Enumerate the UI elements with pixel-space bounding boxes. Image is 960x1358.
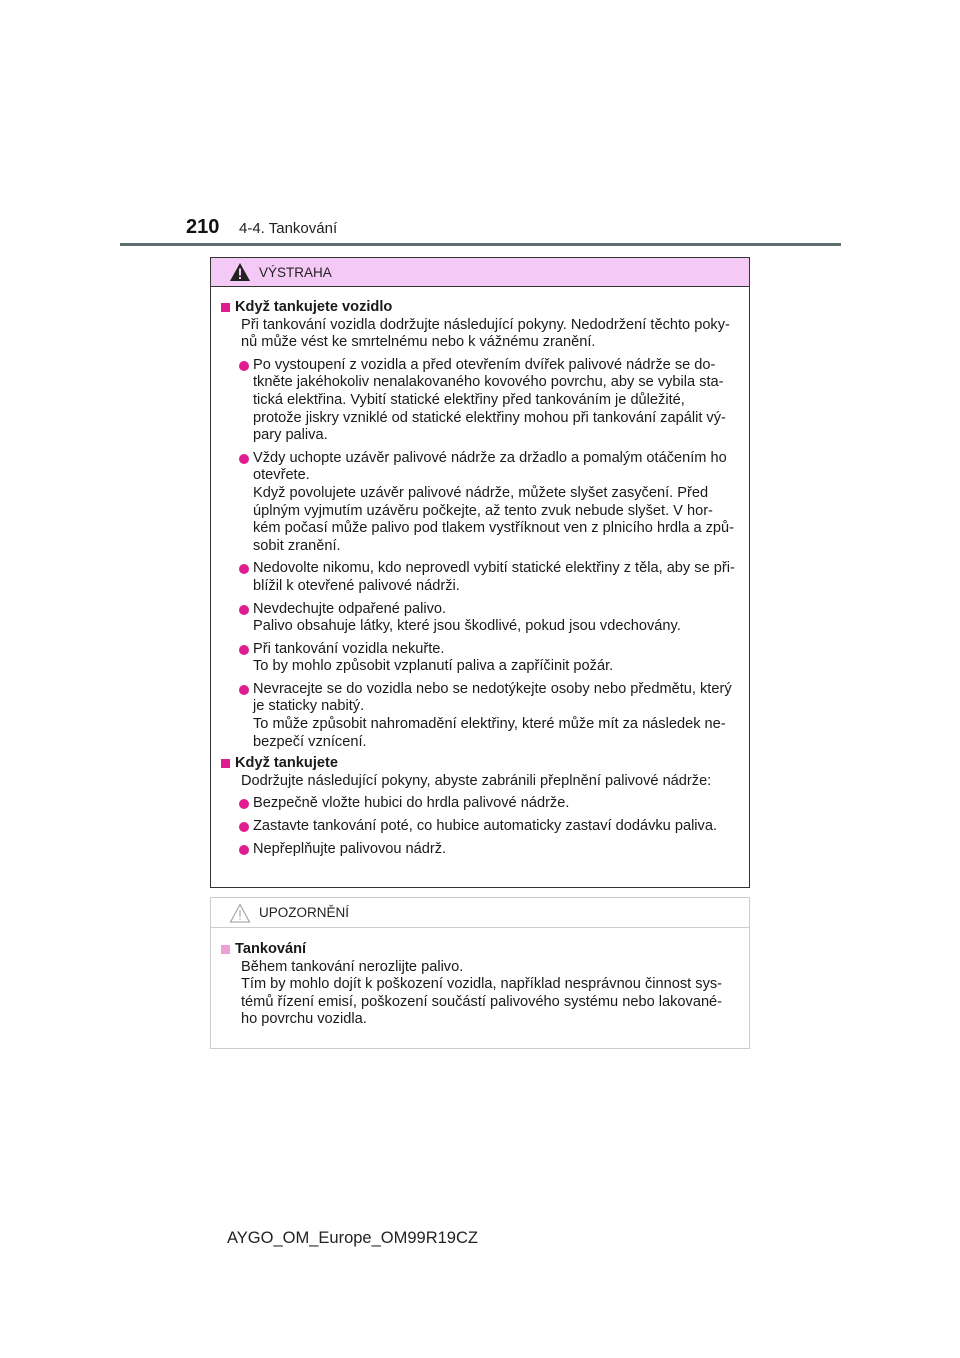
bullet-text	[253, 357, 741, 445]
bullet-item	[239, 818, 741, 836]
text-line: nů může vést ke smrtelnému nebo k vážnému zranění.	[241, 334, 596, 351]
text-line: je staticky nabitý.	[253, 698, 365, 715]
text-line: Když povolujete uzávěr palivové nádrže, můžete slyšet zasyčení. Před	[253, 484, 709, 501]
text-line: Palivo obsahuje látky, které jsou škodlivé, pokud jsou vdechovány.	[253, 618, 681, 635]
text-line: Zastavte tankování poté, co hubice automaticky zastaví dodávku paliva.	[253, 818, 718, 835]
warning-intro	[241, 317, 741, 352]
text-line: Nepřeplňujte palivovou nádrž.	[253, 840, 447, 857]
notice-title: UPOZORNĚNÍ	[259, 905, 350, 920]
text-line: tkněte jakéhokoliv nenalakovaného kovového povrchu, aby se vybila sta-	[253, 374, 724, 391]
warning-section-heading-row	[221, 755, 741, 773]
text-line: Při tankování vozidla nekuřte.	[253, 640, 445, 657]
page-number: 210	[186, 216, 220, 238]
warning-section-heading: Když tankujete vozidlo	[235, 299, 393, 315]
warning-box	[210, 257, 750, 888]
text-line: ho povrchu vozidla.	[241, 1011, 367, 1028]
text-line: bezpečí vznícení.	[253, 733, 367, 750]
round-bullet-icon	[239, 454, 249, 464]
bullet-text	[253, 818, 741, 836]
bullet-text	[253, 681, 741, 751]
bullet-text	[253, 841, 741, 859]
bullet-text	[253, 450, 741, 556]
text-line: pary paliva.	[253, 427, 328, 444]
text-line: Nedovolte nikomu, kdo neprovedl vybití statické elektřiny z těla, aby se při-	[253, 560, 735, 577]
text-line: Nevracejte se do vozidla nebo se nedotýkejte osoby nebo předmětu, který	[253, 680, 732, 697]
round-bullet-icon	[239, 845, 249, 855]
text-line: Bezpečně vložte hubici do hrdla palivové nádrže.	[253, 795, 570, 812]
text-line: Po vystoupení z vozidla a před otevřením dvířek palivové nádrže se do-	[253, 356, 716, 373]
bullet-text	[253, 795, 741, 813]
text-line: To může způsobit nahromadění elektřiny, které může mít za následek ne-	[253, 716, 726, 733]
text-line: Tím by mohlo dojít k poškození vozidla, například nesprávnou činnost sys-	[241, 976, 723, 993]
warning-triangle-outline-icon	[229, 903, 251, 923]
bullet-item	[239, 681, 741, 751]
square-bullet-icon	[221, 945, 230, 954]
notice-body	[211, 928, 749, 1029]
round-bullet-icon	[239, 685, 249, 695]
header-rule	[120, 243, 841, 246]
bullet-item	[239, 601, 741, 636]
text-line: témů řízení emisí, poškození součástí palivového systému nebo lakované-	[241, 993, 723, 1010]
bullet-item	[239, 450, 741, 556]
notice-box	[210, 897, 750, 1049]
square-bullet-icon	[221, 759, 230, 768]
round-bullet-icon	[239, 645, 249, 655]
round-bullet-icon	[239, 605, 249, 615]
section-title: 4-4. Tankování	[239, 220, 338, 237]
text-line: Při tankování vozidla dodržujte následující pokyny. Nedodržení těchto poky-	[241, 316, 730, 333]
bullet-text	[253, 641, 741, 676]
text-line: blížil k otevřené palivové nádrži.	[253, 577, 460, 594]
text-line: Dodržujte následující pokyny, abyste zabránili přeplnění palivové nádrže:	[241, 772, 712, 789]
text-line: úplným vyjmutím uzávěru počkejte, až tento zvuk nebude slyšet. V hor-	[253, 502, 713, 519]
text-line: To by mohlo způsobit vzplanutí paliva a zapříčinit požár.	[253, 658, 614, 675]
text-line: tická elektřina. Vybití statické elektřiny před tankováním je důležité,	[253, 391, 685, 408]
text-line: otevřete.	[253, 467, 310, 484]
bullet-item	[239, 795, 741, 813]
round-bullet-icon	[239, 799, 249, 809]
warning-section-heading-row	[221, 299, 741, 317]
text-line: sobit zranění.	[253, 537, 341, 554]
text-line: Vždy uchopte uzávěr palivové nádrže za držadlo a pomalým otáčením ho	[253, 449, 727, 466]
text-line: Během tankování nerozlijte palivo.	[241, 958, 464, 975]
bullet-item	[239, 641, 741, 676]
text-line: Nevdechujte odpařené palivo.	[253, 600, 447, 617]
bullet-item	[239, 357, 741, 445]
bullet-item	[239, 560, 741, 595]
warning-intro	[241, 773, 741, 791]
square-bullet-icon	[221, 303, 230, 312]
warning-body	[211, 287, 749, 858]
text-line: protože jiskry vzniklé od statické elektřiny mohou při tankování zapálit vý-	[253, 409, 726, 426]
warning-header	[211, 258, 749, 287]
text-line: kém počasí může palivo pod tlakem vystříknout ven z plnicího hrdla a způ-	[253, 520, 735, 537]
notice-header	[211, 898, 749, 928]
notice-heading: Tankování	[235, 941, 307, 957]
warning-triangle-filled-icon	[229, 262, 251, 282]
bullet-text	[253, 560, 741, 595]
round-bullet-icon	[239, 361, 249, 371]
round-bullet-icon	[239, 564, 249, 574]
warning-title: VÝSTRAHA	[259, 264, 332, 280]
bullet-text	[253, 601, 741, 636]
notice-paragraph	[241, 959, 741, 1029]
round-bullet-icon	[239, 822, 249, 832]
notice-heading-row	[221, 941, 741, 959]
bullet-item	[239, 841, 741, 859]
document-code: AYGO_OM_Europe_OM99R19CZ	[227, 1229, 478, 1247]
warning-section-heading: Když tankujete	[235, 755, 338, 772]
